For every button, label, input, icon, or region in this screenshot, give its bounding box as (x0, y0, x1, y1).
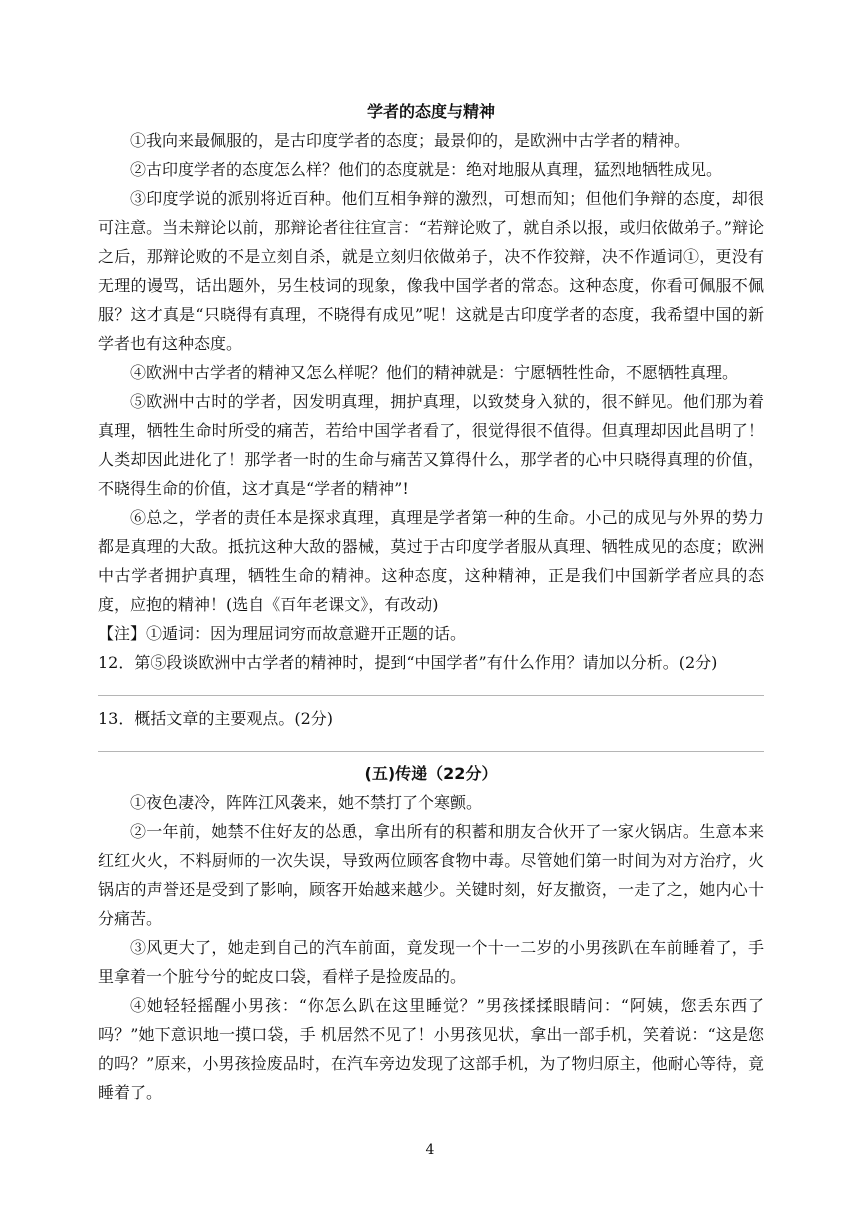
paragraph: ⑤欧洲中古时的学者，因发明真理，拥护真理，以致焚身入狱的，很不鲜见。他们那为着真理，牺牲生命时所受的痛苦，若给中国学者看了，很觉得很不值得。但真理却因此昌明了！人类却因此进化了！那学者一时的生命与痛苦又算得什么，那学者的心中只晓得真理的价值，不晓得生命的价值，这才真是“学者的精神”! (98, 392, 764, 498)
answer-line[interactable] (98, 677, 764, 696)
paragraph: ③风更大了，她走到自己的汽车前面，竟发现一个十一二岁的小男孩趴在车前睡着了，手里拿着一个脏兮兮的蛇皮口袋，看样子是捡废品的。 (98, 938, 764, 986)
paragraph: ②古印度学者的态度怎么样？他们的态度就是：绝对地服从真理，猛烈地牺牲成见。 (130, 160, 723, 179)
paragraph: ④欧洲中古学者的精神又怎么样呢？他们的精神就是：宁愿牺牲性命，不愿牺牲真理。 (130, 363, 739, 382)
question-12: 12．第⑤段谈欧洲中古学者的精神时，提到“中国学者”有什么作用？请加以分析。(2分) (98, 653, 718, 672)
paragraph: ③印度学说的派别将近百种。他们互相争辩的激烈，可想而知；但他们争辩的态度，却很可注意。当未辩论以前，那辩论者往往宣言：“若辩论败了，就自杀以报，或归依做弟子。”辩论之后，那辩论败的不是立刻自杀，就是立刻归依做弟子，决不作狡辩，决不作遁词①，更没有无理的谩骂，话出题外，另生枝词的现象，像我中国学者的常态。这种态度，你看可佩服不佩服？这才真是“只晓得有真理，不晓得有成见”呢！这就是古印度学者的态度，我希望中国的新学者也有这种态度。 (98, 189, 764, 353)
paragraph: ①夜色凄冷，阵阵江风袭来，她不禁打了个寒颤。 (130, 793, 483, 812)
document-content (98, 98, 764, 1107)
paragraph: ⑥总之，学者的责任本是探求真理，真理是学者第一种的生命。小己的成见与外界的势力都是真理的大敌。抵抗这种大敌的器械，莫过于古印度学者服从真理、牺牲成见的态度；欧洲中古学者拥护真理，牺牲生命的精神。这种态度，这种精神，正是我们中国新学者应具的态度，应抱的精神！(选自《百年老课文》，有改动) (98, 508, 764, 614)
article-title: 学者的态度与精神 (366, 102, 495, 121)
paragraph: ①我向来最佩服的，是古印度学者的态度；最景仰的，是欧洲中古学者的精神。 (130, 131, 691, 150)
paragraph: ②一年前，她禁不住好友的怂恿，拿出所有的积蓄和朋友合伙开了一家火锅店。生意本来红红火火，不料厨师的一次失误，导致两位顾客食物中毒。尽管她们第一时间为对方治疗，火锅店的声誉还是受到了影响，顾客开始越来越少。关键时刻，好友撤资，一走了之，她内心十分痛苦。 (98, 822, 764, 928)
footnote: 【注】①遁词：因为理屈词穷而故意避开正题的话。 (98, 624, 467, 643)
question-13: 13．概括文章的主要观点。(2分) (98, 709, 334, 728)
page-number: 4 (425, 1142, 435, 1158)
section-title: (五)传递（22分） (364, 764, 498, 783)
paragraph: ④她轻轻摇醒小男孩：“你怎么趴在这里睡觉？”男孩揉揉眼睛问：“阿姨，您丢东西了吗？”她下意识地一摸口袋，手 机居然不见了！小男孩见状，拿出一部手机，笑着说：“这是您的吗？”原来，小男孩捡废品时，在汽车旁边发现了这部手机，为了物归原主，他耐心等待，竟睡着了。 (98, 996, 764, 1102)
answer-line[interactable] (98, 733, 764, 752)
